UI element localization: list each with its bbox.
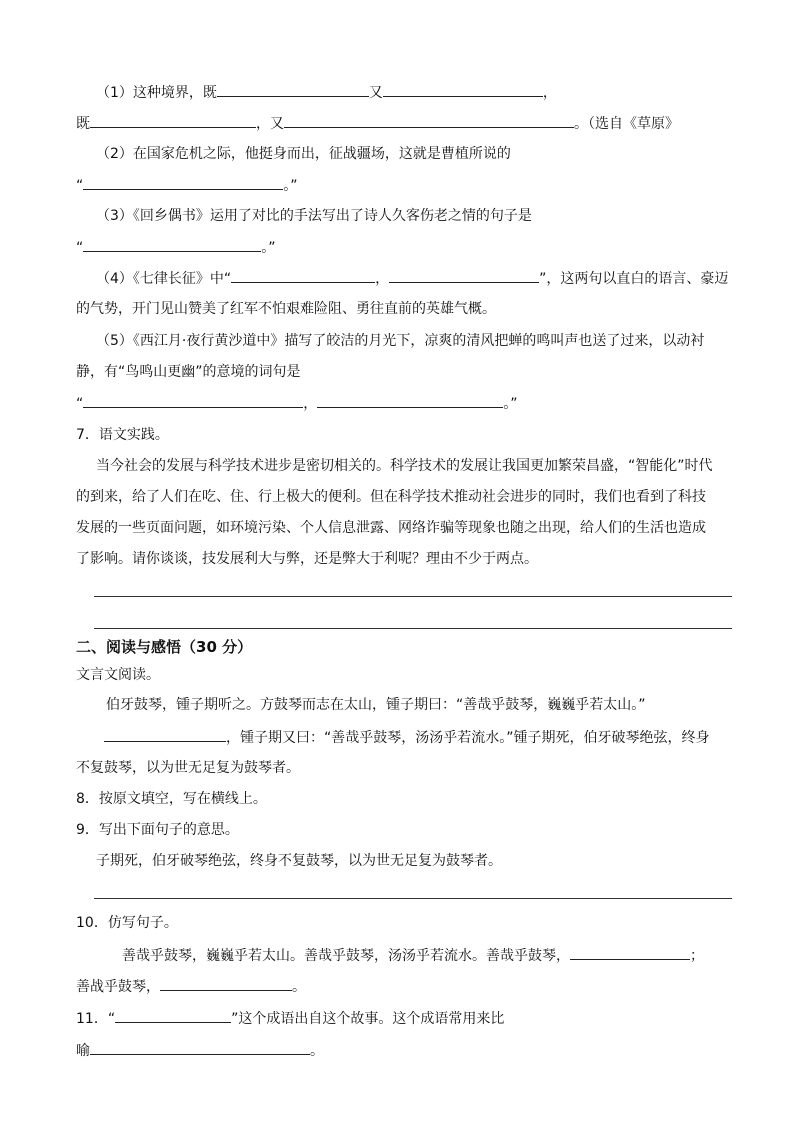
q6-item4-line2 (76, 299, 496, 319)
q6-item2-line2 (76, 175, 298, 195)
answer-blank[interactable] (104, 727, 226, 742)
q10-line2 (76, 976, 306, 996)
q9-text: 9．写出下面句子的意思。 (76, 822, 239, 838)
answer-blank[interactable] (90, 1040, 310, 1055)
q7-text: 当今社会的发展与科学技术进步是密切相关的。科学技术的发展让我国更加繁荣昌盛，“智能化”时代 (96, 458, 713, 474)
answer-blank[interactable] (389, 268, 539, 283)
open-quote: “ (76, 240, 84, 256)
answer-line[interactable] (94, 898, 732, 899)
q7-para-line3 (76, 518, 706, 538)
q6-item3-line2 (76, 237, 276, 257)
passage-line1 (106, 695, 646, 715)
q6-item5-text-b: 静，有“鸟鸣山更幽”的意境的词句是 (76, 364, 301, 380)
q6-item4-line1 (96, 268, 728, 288)
q10-line1 (122, 945, 704, 965)
section-heading (76, 637, 252, 657)
q9-sentence-text: 子期死，伯牙破琴绝弦，终身不复鼓琴，以为世无足复为鼓琴者。 (96, 853, 502, 869)
open-quote: “ (76, 178, 84, 194)
q10-text-d: 。 (292, 979, 306, 995)
q6-item2-text: （2）在国家危机之际，他挺身而出，征战疆场，这就是曹植所说的 (96, 146, 511, 162)
q7-title-text: 7．语文实践。 (76, 427, 169, 443)
q6-item1-text-e: ，又 (256, 116, 284, 132)
q7-title (76, 425, 169, 445)
close-quote: 。” (503, 396, 518, 412)
q6-item1-line1 (96, 82, 557, 102)
q6-item5-line3 (76, 393, 518, 413)
q10-text: 10．仿写句子。 (76, 915, 178, 931)
q6-item5-line2 (76, 362, 301, 382)
answer-line[interactable] (94, 628, 732, 629)
q7-para-line4 (76, 549, 538, 569)
answer-blank[interactable] (383, 82, 543, 97)
section-subtitle: 文言文阅读。 (76, 667, 160, 683)
q6-item1-text-d: 既 (76, 116, 90, 132)
q7-text: 的到来，给了人们在吃、住、行上极大的便利。但在科学技术推动社会进步的同时，我们也看到了科技 (76, 489, 706, 505)
q11-text-a: 11．“ (76, 1011, 116, 1027)
q6-item1-text-b: 又 (368, 85, 383, 101)
q10-title (76, 913, 178, 933)
answer-blank[interactable] (83, 393, 303, 408)
q6-item5-text: （5）《西江月·夜行黄沙道中》描写了皎洁的月光下，凉爽的清风把蝉的鸣叫声也送了过来，以动衬 (96, 333, 705, 349)
q8-title (76, 789, 267, 809)
section-title: 二、阅读与感悟（30 分） (76, 638, 253, 656)
q7-para-line2 (76, 487, 706, 507)
section-subheading (76, 665, 160, 685)
q6-item4-text-b: ， (375, 271, 390, 287)
answer-blank[interactable] (231, 268, 375, 283)
passage-line2 (104, 727, 710, 747)
q6-item1-text-f: 。（选自《草原》 (574, 116, 679, 132)
q10-text-a: 善哉乎鼓琴，巍巍乎若太山。善哉乎鼓琴，汤汤乎若流水。善哉乎鼓琴， (122, 948, 570, 964)
q11-line1 (76, 1008, 504, 1028)
answer-blank[interactable] (570, 945, 690, 960)
q7-text: 发展的一些页面问题，如环境污染、个人信息泄露、网络诈骗等现象也随之出现，给人们的生活也造成 (76, 520, 706, 536)
answer-blank[interactable] (284, 113, 574, 128)
q6-item4-text-d: 的气势，开门见山赞美了红军不怕艰难险阻、勇往直前的英雄气概。 (76, 301, 496, 317)
q8-text: 8．按原文填空，写在横线上。 (76, 791, 267, 807)
passage-text: ，锺子期又曰：“善哉乎鼓琴，汤汤乎若流水。”锺子期死，伯牙破琴绝弦，终身 (226, 730, 710, 746)
q6-item4-text: （4）《七律长征》中“ (96, 271, 232, 287)
passage-line3 (76, 758, 300, 778)
q6-item5-line1 (96, 331, 704, 351)
q6-item4-text-c: ”，这两句以直白的语言、豪迈 (539, 271, 729, 287)
q9-title (76, 820, 239, 840)
open-quote: “ (76, 396, 84, 412)
q7-para-line1 (96, 456, 713, 476)
q6-item3-line1 (96, 206, 532, 226)
q10-text-c: 善战乎鼓琴， (76, 979, 160, 995)
answer-blank[interactable] (83, 237, 261, 252)
q6-item1-text: （1）这种境界，既 (96, 85, 217, 101)
q11-text-c: 喻 (76, 1043, 90, 1059)
answer-blank[interactable] (83, 175, 283, 190)
answer-blank[interactable] (160, 976, 292, 991)
answer-blank[interactable] (90, 113, 256, 128)
q6-item1-line2 (76, 113, 679, 133)
answer-blank[interactable] (317, 393, 503, 408)
q11-line2 (76, 1040, 324, 1060)
close-quote: 。” (283, 178, 298, 194)
q6-item1-text-c: ， (542, 85, 557, 101)
q6-item3-text: （3）《回乡偶书》运用了对比的手法写出了诗人久客伤老之情的句子是 (96, 208, 532, 224)
q6-item2-line1 (96, 144, 511, 164)
answer-line[interactable] (94, 596, 732, 597)
q11-text-d: 。 (310, 1043, 324, 1059)
q9-sentence (96, 851, 502, 871)
q10-text-b: ； (690, 948, 704, 964)
answer-blank[interactable] (217, 82, 369, 97)
q11-text-b: ”这个成语出自这个故事。这个成语常用来比 (231, 1011, 505, 1027)
q7-text: 了影响。请你谈谈，技发展利大与弊，还是弊大于利呢？理由不少于两点。 (76, 551, 538, 567)
passage-text: 伯牙鼓琴，锺子期听之。方鼓琴而志在太山，锺子期曰：“善哉乎鼓琴，巍巍乎若太山。” (106, 697, 646, 713)
close-quote: 。” (261, 240, 276, 256)
q6-item5-comma: ， (303, 396, 318, 412)
answer-blank[interactable] (115, 1008, 231, 1023)
passage-text: 不复鼓琴，以为世无足复为鼓琴者。 (76, 760, 300, 776)
